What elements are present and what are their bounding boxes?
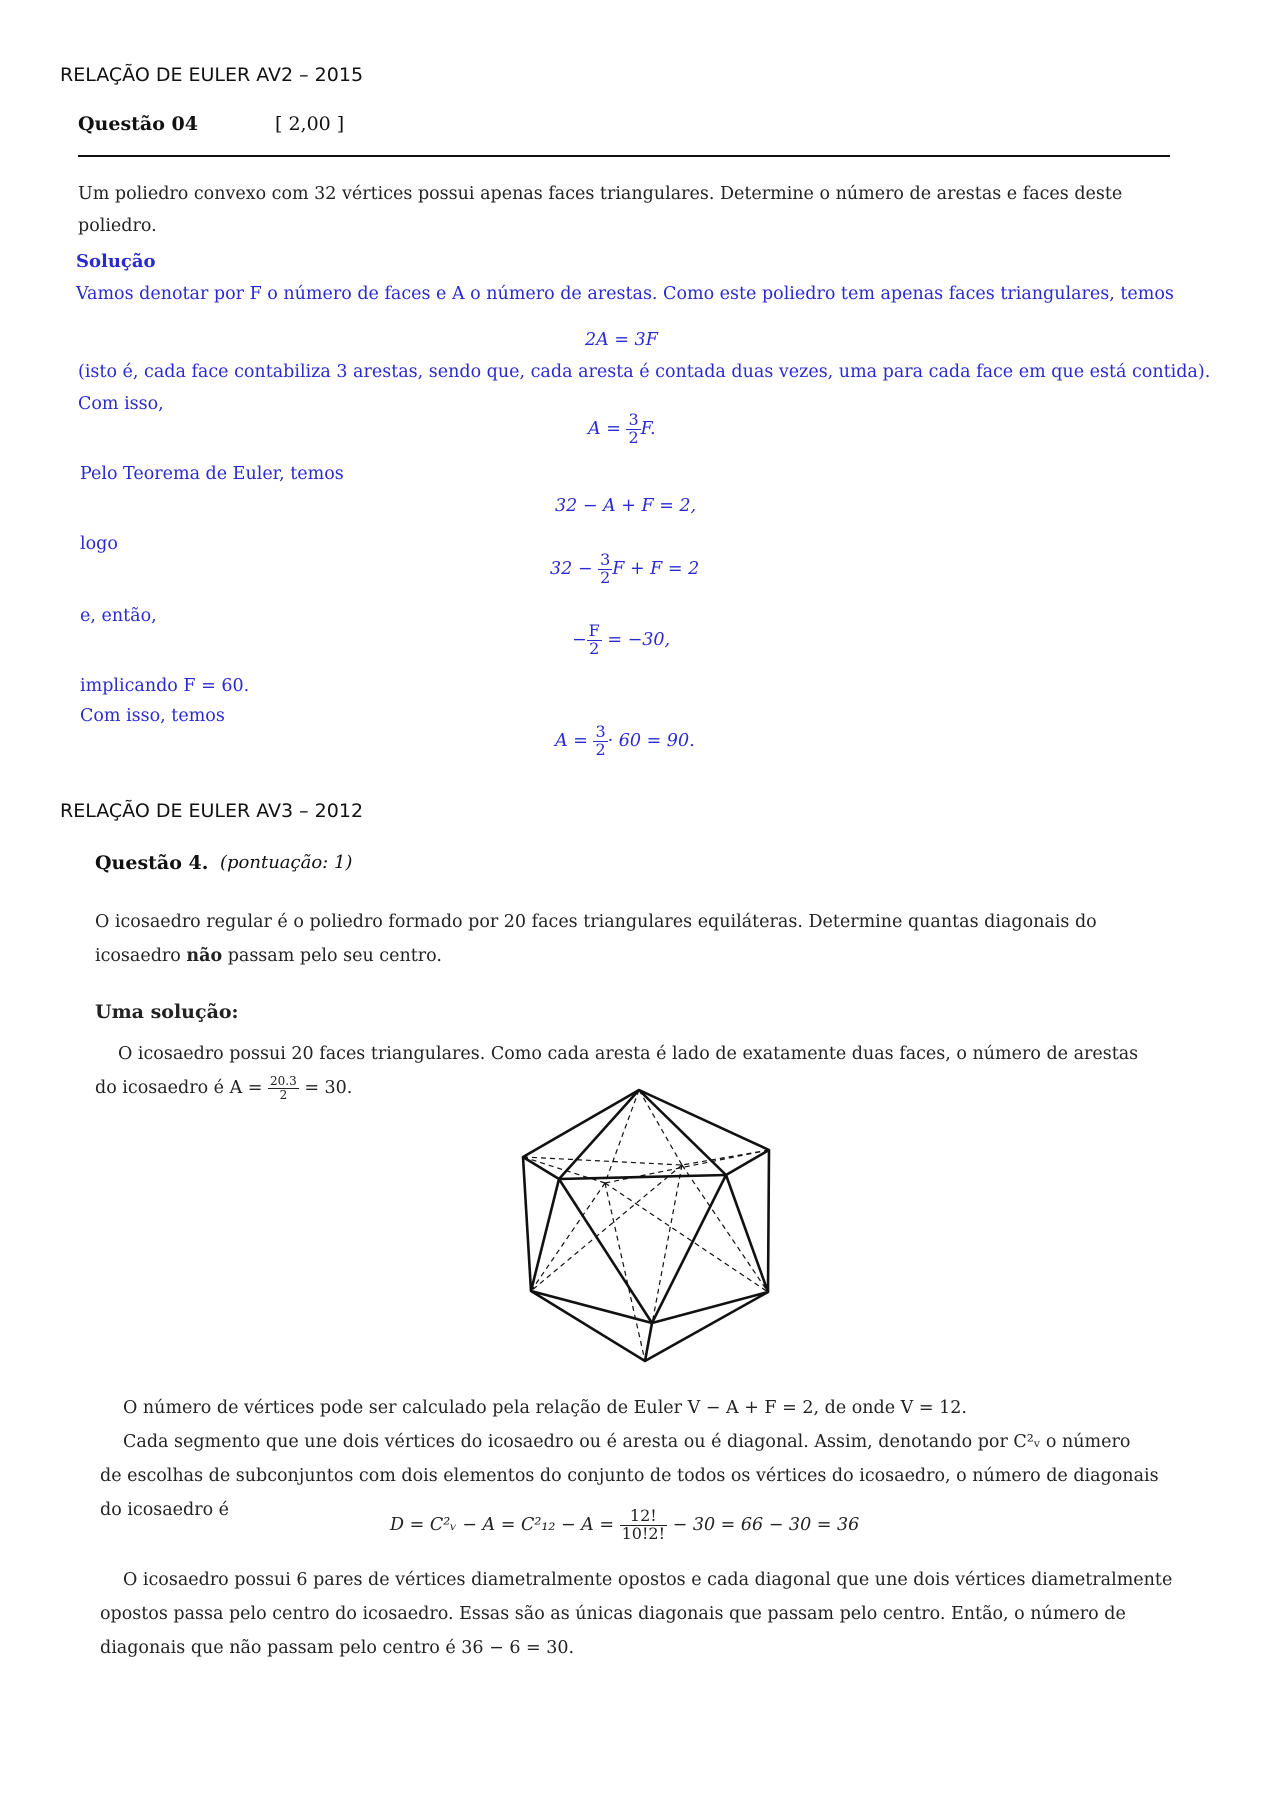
fraction (587, 623, 602, 658)
question-title: Questão 04 (78, 113, 198, 135)
statement-line-2: poliedro. (78, 216, 157, 236)
section-heading-av3: RELAÇÃO DE EULER AV3 – 2012 (60, 800, 364, 822)
statement-line-2 (95, 940, 442, 972)
solution-text-6: e, então, (80, 606, 157, 626)
solution-paragraph-4-line-1: O icosaedro possui 6 pares de vértices diametralmente opostos e cada diagonal que une dois vértices diametralmente (123, 1570, 1173, 1590)
solution-text-4: Pelo Teorema de Euler, temos (80, 464, 344, 484)
solution-text-5: logo (80, 534, 118, 554)
question-score: [ 2,00 ] (275, 113, 345, 135)
solution-paragraph-3-line-2: de escolhas de subconjuntos com dois elementos do conjunto de todos os vértices do icosaedro, o número de diagonais (100, 1466, 1159, 1486)
solution-text-2: (isto é, cada face contabiliza 3 arestas, sendo que, cada aresta é contada duas vezes, uma para cada face em que está contida). (78, 362, 1211, 382)
fraction-denominator: 2 (600, 567, 611, 587)
fraction-denominator: 10!2! (621, 1523, 666, 1543)
solution-label: Uma solução: (95, 1001, 239, 1023)
equation-6 (555, 724, 695, 759)
diagonals-equation (390, 1508, 859, 1543)
eq-rhs: F. (640, 418, 656, 439)
eq-rhs: = −30, (601, 629, 671, 650)
eq-lhs: D = C²ᵥ − A = C²₁₂ − A = (390, 1514, 620, 1535)
fraction-numerator: 12! (620, 1508, 667, 1526)
fraction-denominator: 2 (589, 638, 600, 658)
fraction-denominator: 2 (628, 427, 639, 447)
fraction-numerator: 3 (600, 550, 611, 569)
eq-lhs: − (572, 629, 587, 650)
eq-rhs: F + F = 2 (612, 558, 700, 579)
question-title: Questão 4. (95, 852, 209, 874)
text-pre: do icosaedro é A = (95, 1078, 269, 1098)
fraction (626, 412, 640, 447)
statement-text: passam pelo seu centro. (222, 946, 442, 966)
equation-2 (588, 412, 656, 447)
equation-5 (572, 623, 670, 658)
fraction (620, 1508, 667, 1543)
eq-lhs: A = (588, 418, 627, 439)
icosahedron-figure (510, 1080, 780, 1380)
section-heading-av2: RELAÇÃO DE EULER AV2 – 2015 (60, 64, 364, 86)
fraction-numerator: 3 (628, 410, 639, 429)
divider (78, 155, 1170, 157)
solution-paragraph-4-line-2: opostos passa pelo centro do icosaedro. Essas são as únicas diagonais que passam pelo centro. Então, o número de (100, 1604, 1126, 1624)
solution-paragraph-1b (95, 1072, 352, 1104)
solution-paragraph-3-line-3: do icosaedro é (100, 1500, 230, 1520)
fraction-numerator: 20.3 (270, 1074, 297, 1089)
statement-text: icosaedro (95, 946, 187, 966)
question-score: (pontuação: 1) (220, 852, 353, 873)
solution-paragraph-2: O número de vértices pode ser calculado pela relação de Euler V − A + F = 2, de onde V = 12. (123, 1398, 967, 1418)
solution-paragraph-3-line-1: Cada segmento que une dois vértices do icosaedro ou é aresta ou é diagonal. Assim, denotando por C²ᵥ o número (123, 1432, 1131, 1452)
emphasis-text: não (186, 946, 223, 966)
visible-edges (523, 1090, 769, 1361)
eq-lhs: A = (555, 730, 594, 751)
eq-lhs: 32 − (550, 558, 599, 579)
solution-text-8: Com isso, temos (80, 706, 225, 726)
fraction-numerator: F (588, 621, 600, 640)
solution-paragraph-4-line-3: diagonais que não passam pelo centro é 36 − 6 = 30. (100, 1638, 575, 1658)
fraction-denominator: 2 (279, 1088, 288, 1102)
equation-4 (550, 552, 699, 587)
fraction-numerator: 3 (595, 722, 606, 741)
equation-3: 32 − A + F = 2, (555, 496, 697, 516)
solution-paragraph-1: O icosaedro possui 20 faces triangulares. Como cada aresta é lado de exatamente duas faces, o número de arestas (118, 1044, 1139, 1064)
statement-line-1: O icosaedro regular é o poliedro formado por 20 faces triangulares equiláteras. Determine quantas diagonais do (95, 912, 1097, 932)
fraction (593, 724, 607, 759)
fraction-denominator: 2 (595, 739, 606, 759)
eq-rhs: − 30 = 66 − 30 = 36 (667, 1514, 860, 1535)
statement-line-1: Um poliedro convexo com 32 vértices possui apenas faces triangulares. Determine o número de arestas e faces deste (78, 184, 1123, 204)
solution-text-7: implicando F = 60. (80, 676, 250, 696)
solution-text-1: Vamos denotar por F o número de faces e A o número de arestas. Como este poliedro tem apenas faces triangulares, temos (76, 284, 1174, 304)
eq-rhs: · 60 = 90. (607, 730, 695, 751)
solution-label: Solução (76, 251, 156, 272)
solution-text-3: Com isso, (78, 394, 164, 414)
fraction (268, 1075, 299, 1101)
equation-1: 2A = 3F (585, 330, 658, 350)
fraction (598, 552, 612, 587)
text-post: = 30. (298, 1078, 353, 1098)
